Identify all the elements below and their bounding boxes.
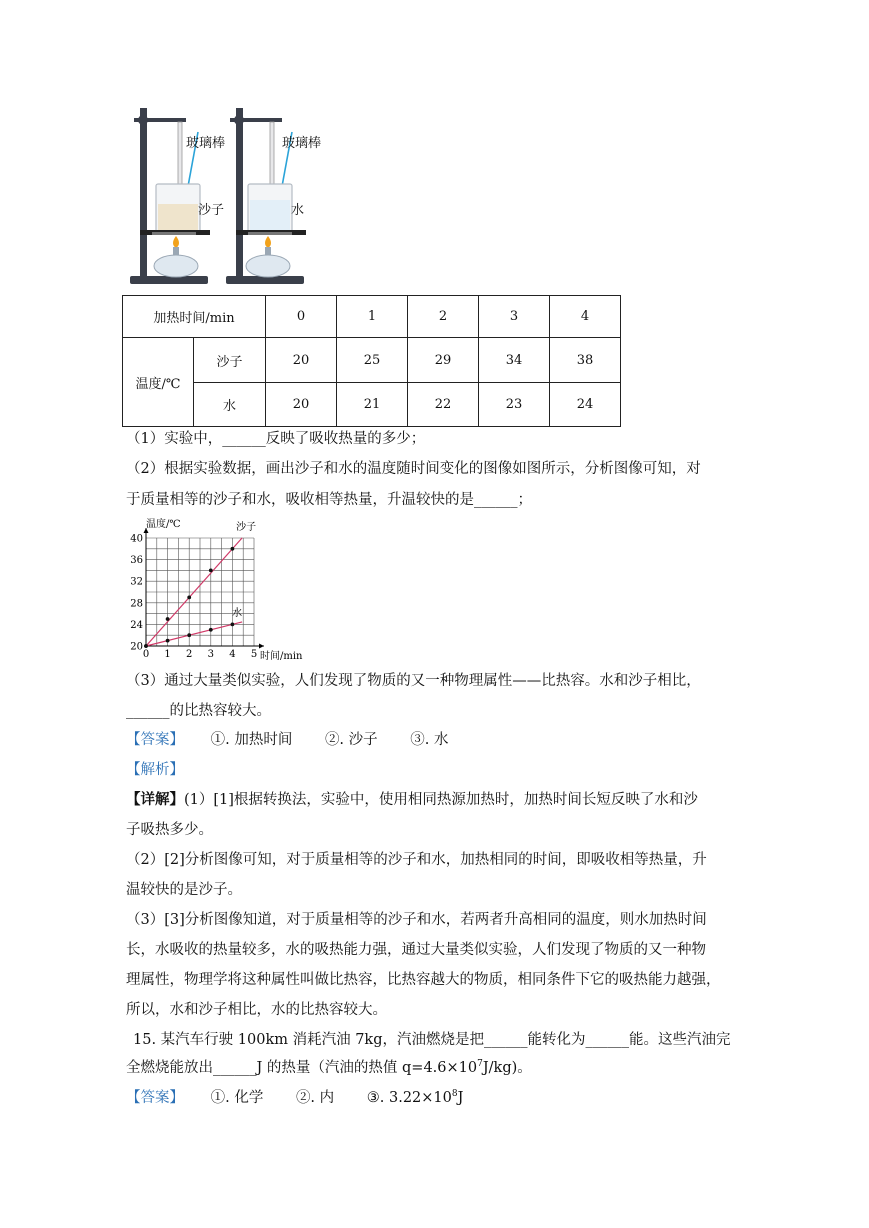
answer-item: ①. 化学 [210, 1090, 264, 1106]
answer-unit: J [457, 1090, 464, 1106]
right-rod-label: 玻璃棒 [282, 136, 322, 151]
table-cell: 3 [479, 296, 550, 338]
question-2-line-1: （2）根据实验数据，画出沙子和水的温度随时间变化的图像如图所示，分析图像可知，对 [126, 461, 701, 477]
data-point [166, 639, 170, 643]
answer-item: ③. 水 [410, 732, 449, 748]
detail-p3-line-2: 长，水吸收的热量较多，水的吸热能力强，通过大量类似实验，人们发现了物质的又一种物 [126, 942, 706, 958]
y-tick-label: 40 [130, 533, 143, 545]
table-cell: 4 [550, 296, 621, 338]
table-cell: 34 [479, 338, 550, 383]
data-point [187, 596, 191, 600]
answer-item: ①. 加热时间 [210, 732, 293, 748]
series-line [146, 622, 242, 646]
left-rod-label: 玻璃棒 [186, 136, 226, 151]
data-point [231, 547, 235, 551]
data-point [166, 617, 170, 621]
question-2-line-2: 于质量相等的沙子和水，吸收相等热量，升温较快的是______； [126, 492, 532, 508]
series-label: 水 [232, 607, 243, 619]
answer-tag: 【答案】 [126, 732, 184, 748]
y-tick-label: 28 [130, 598, 143, 610]
table-cell: 25 [337, 338, 408, 383]
x-axis-label: 时间/min [260, 651, 303, 662]
question-1: （1）实验中，______反映了吸收热量的多少； [126, 431, 426, 447]
table-cell: 21 [337, 383, 408, 427]
question-15-text-end: J/kg)。 [482, 1060, 532, 1076]
table-row [123, 296, 621, 338]
data-table [122, 295, 621, 427]
answer-item: ②. 内 [295, 1090, 335, 1106]
detail-text: (1）[1]根据转换法，实验中，使用相同热源加热时，加热时间长短反映了水和沙 [184, 792, 698, 808]
table-header-time: 加热时间/min [123, 296, 266, 338]
answer-item [367, 1088, 464, 1108]
x-tick-label: 2 [186, 649, 193, 660]
analysis-tag: 【解析】 [126, 762, 184, 778]
table-cell: 38 [550, 338, 621, 383]
table-cell: 22 [408, 383, 479, 427]
data-point [231, 623, 235, 627]
table-cell: 1 [337, 296, 408, 338]
x-tick-label: 4 [229, 649, 236, 660]
x-tick-label: 0 [142, 649, 150, 660]
answer-row-2 [126, 1088, 491, 1108]
x-tick-label: 5 [250, 649, 258, 660]
exponent: 7 [477, 1059, 483, 1070]
table-cell: 20 [266, 338, 337, 383]
table-cell: 20 [266, 383, 337, 427]
series-label: 沙子 [236, 521, 257, 533]
question-15-text: 全燃烧能放出______J 的热量（汽油的热值 q=4.6×10 [126, 1060, 478, 1076]
question-3-line-1: （3）通过大量类似实验，人们发现了物质的又一种物理属性——比热容。水和沙子相比， [126, 673, 701, 689]
table-row-label: 沙子 [194, 338, 266, 383]
detail-p2-line-1: （2）[2]分析图像可知，对于质量相等的沙子和水，加热相同的时间，即吸收相等热量，升 [126, 852, 707, 868]
answer-row-1 [126, 730, 476, 750]
table-cell: 29 [408, 338, 479, 383]
detail-p1-line-1 [126, 790, 698, 810]
table-cell: 23 [479, 383, 550, 427]
answer-value: ③. 3.22×10 [366, 1090, 452, 1106]
question-15-line-2 [126, 1058, 532, 1078]
question-15-line-1: 15. 某汽车行驶 100km 消耗汽油 7kg，汽油燃烧是把______能转化为______能。这些汽油完 [133, 1032, 731, 1048]
table-cell: 24 [550, 383, 621, 427]
left-substance-label: 沙子 [198, 203, 225, 218]
data-point [187, 633, 191, 637]
detail-tag: 【详解】 [126, 791, 184, 808]
question-3-line-2: ______的比热容较大。 [126, 703, 271, 719]
y-tick-label: 24 [130, 619, 143, 631]
detail-p2-line-2: 温较快的是沙子。 [126, 882, 242, 898]
detail-p3-line-1: （3）[3]分析图像知道，对于质量相等的沙子和水，若两者升高相同的温度，则水加热时间 [126, 912, 707, 928]
right-substance-label: 水 [291, 203, 305, 218]
y-tick-label: 36 [130, 555, 143, 567]
table-group-label: 温度/℃ [123, 338, 194, 427]
table-cell: 0 [266, 296, 337, 338]
y-axis-label: 温度/℃ [146, 519, 181, 530]
table-row [123, 383, 621, 427]
x-axis-arrow [259, 644, 264, 649]
x-tick-label: 1 [164, 649, 171, 660]
table-cell: 2 [408, 296, 479, 338]
detail-p1-line-2: 子吸热多少。 [126, 822, 213, 838]
answer-tag: 【答案】 [126, 1090, 184, 1106]
answer-item: ②. 沙子 [324, 732, 378, 748]
detail-p3-line-3: 理属性，物理学将这种属性叫做比热容，比热容越大的物质，相同条件下它的吸热能力越强， [126, 972, 721, 988]
data-point [144, 644, 148, 648]
temperature-time-chart [126, 516, 326, 664]
data-point [209, 628, 213, 632]
y-tick-label: 32 [130, 576, 143, 588]
data-point [209, 569, 213, 573]
exponent: 8 [451, 1089, 458, 1100]
x-tick-label: 3 [207, 649, 214, 660]
detail-p3-line-4: 所以，水和沙子相比，水的比热容较大。 [126, 1002, 387, 1018]
table-row [123, 338, 621, 383]
y-tick-label: 20 [130, 641, 143, 653]
table-row-label: 水 [194, 383, 266, 427]
